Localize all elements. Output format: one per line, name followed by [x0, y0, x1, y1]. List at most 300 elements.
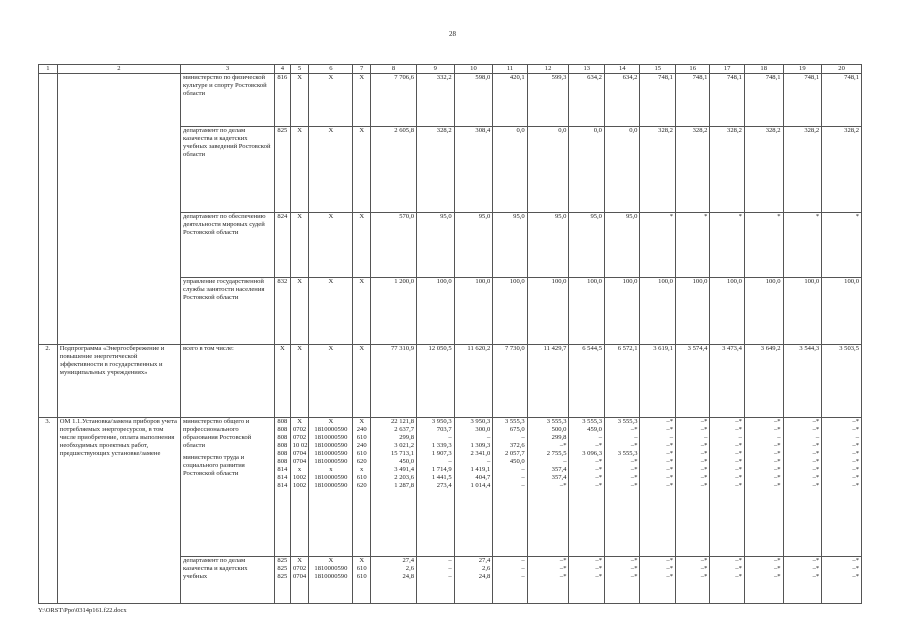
cell-rzpr: Х	[290, 74, 309, 127]
cell-line: –*	[852, 565, 859, 573]
header-cell: 12	[527, 65, 569, 74]
cell-line: –	[704, 434, 708, 442]
cell-line: –	[855, 434, 859, 442]
cell-line: –*	[700, 458, 708, 466]
cell-line: 1 287,8	[394, 482, 415, 490]
cell-year-value: 3 649,2	[744, 345, 783, 418]
cell-line: 3 021,2	[394, 442, 415, 450]
cell-line: –*	[773, 557, 781, 565]
cell-year-value: 634,2	[604, 74, 640, 127]
cell-line: 2 755,5	[546, 450, 567, 458]
cell-year-value: 95,0	[527, 213, 569, 278]
cell-line: –*	[595, 573, 602, 581]
cell-line: 0704	[292, 573, 307, 581]
executor-line: министерство труда и социального развития Ростовской области	[183, 454, 245, 478]
cell-line: –*	[852, 557, 859, 565]
header-cell: 16	[675, 65, 709, 74]
cell-year-value: 7 730,0	[493, 345, 527, 418]
cell-line: –*	[773, 418, 781, 426]
cell-vr	[353, 418, 371, 557]
cell-line: –*	[666, 557, 673, 565]
cell-line: 0702	[292, 434, 307, 442]
cell-year-value	[710, 557, 744, 604]
cell-year-value: 748,1	[744, 74, 783, 127]
cell-line: –*	[773, 482, 781, 490]
cell-line: 1 014,4	[470, 482, 491, 490]
cell-line: –*	[735, 565, 742, 573]
cell-year-value: 328,2	[822, 127, 862, 213]
cell-line: –*	[666, 482, 673, 490]
cell-line: –*	[630, 442, 638, 450]
cell-line: 357,4	[551, 474, 567, 482]
cell-line: 825	[277, 573, 288, 581]
cell-line: 1810000590	[314, 442, 348, 450]
cell-line: 1002	[292, 482, 307, 490]
cell-total: 2 605,8	[371, 127, 417, 213]
footer-file-path: Y:\ORST\Ppo\0314p161.f22.docx	[38, 607, 127, 614]
cell-line: х	[360, 466, 364, 474]
header-cell: 13	[569, 65, 605, 74]
header-row	[39, 65, 862, 74]
cell-line: 610	[356, 565, 367, 573]
header-cell: 19	[783, 65, 822, 74]
cell-line: –	[448, 573, 452, 581]
cell-year-value	[604, 557, 640, 604]
cell-line: 1810000590	[314, 482, 348, 490]
page-number: 28	[449, 30, 456, 38]
cell-line: –*	[735, 418, 742, 426]
cell-line: –*	[666, 573, 673, 581]
header-cell: 1	[39, 65, 58, 74]
cell-year-value: 3 503,5	[822, 345, 862, 418]
cell-line: 299,8	[399, 434, 415, 442]
header-cell: 10	[454, 65, 493, 74]
cell-line: –*	[700, 474, 708, 482]
cell-line: 372,6	[509, 442, 525, 450]
executor-line: министерство общего и профессионального образования Ростовской области	[183, 418, 252, 450]
cell-line: 2 637,7	[394, 426, 415, 434]
cell-line: –*	[773, 442, 781, 450]
cell-line: 610	[356, 474, 367, 482]
cell-line: –*	[852, 466, 859, 474]
cell-year-value: 100,0	[527, 278, 569, 345]
cell-line: 0704	[292, 450, 307, 458]
cell-year-value: 6 544,5	[569, 345, 605, 418]
cell-grbs: Х	[275, 345, 291, 418]
cell-year-value: *	[710, 213, 744, 278]
cell-line: –*	[735, 573, 742, 581]
cell-year-value	[783, 418, 822, 557]
cell-year-value: 12 050,5	[417, 345, 455, 418]
cell-year-value	[822, 418, 862, 557]
cell-line: –*	[852, 426, 859, 434]
cell-line: 3 491,4	[394, 466, 415, 474]
cell-line: –*	[812, 458, 820, 466]
cell-year-value	[675, 557, 709, 604]
cell-line: –*	[852, 458, 859, 466]
cell-line: 0702	[292, 565, 307, 573]
cell-line: х	[297, 466, 302, 474]
cell-line: –	[448, 565, 452, 573]
cell-line: –*	[559, 573, 567, 581]
header-cell: 11	[493, 65, 527, 74]
cell-line: –	[486, 434, 491, 442]
cell-line: –	[815, 434, 820, 442]
cell-line: 2 341,0	[470, 450, 491, 458]
cell-year-value	[417, 418, 455, 557]
cell-line: 825	[277, 557, 288, 565]
cell-year-value: 100,0	[493, 278, 527, 345]
header-cell: 20	[822, 65, 862, 74]
cell-csr: Х	[309, 127, 353, 213]
cell-line: 3 555,3	[504, 418, 525, 426]
cell-year-value: 100,0	[783, 278, 822, 345]
cell-year-value	[710, 418, 744, 557]
cell-line: 15 713,1	[390, 450, 415, 458]
cell-rzpr	[290, 557, 309, 604]
cell-vr: Х	[353, 74, 371, 127]
cell-line: –*	[630, 573, 638, 581]
cell-year-value: 328,2	[744, 127, 783, 213]
cell-year-value	[569, 418, 605, 557]
cell-year-value: 95,0	[604, 213, 640, 278]
cell-year-value: 3 574,4	[675, 345, 709, 418]
cell-line: 2 203,6	[394, 474, 415, 482]
cell-line: 1002	[292, 474, 307, 482]
cell-line: 300,0	[475, 426, 491, 434]
cell-line: Х	[359, 418, 365, 426]
cell-line: 814	[277, 466, 288, 474]
cell-line: 610	[356, 573, 367, 581]
cell-year-value: 748,1	[822, 74, 862, 127]
cell-rzpr: Х	[290, 213, 309, 278]
cell-line: –	[634, 434, 638, 442]
cell-line: 1810000590	[314, 426, 348, 434]
cell-line: 808	[277, 426, 288, 434]
cell-line: –*	[700, 565, 708, 573]
cell-number	[39, 74, 58, 345]
cell-line: –*	[852, 474, 859, 482]
cell-line: –*	[666, 466, 673, 474]
cell-year-value: 100,0	[569, 278, 605, 345]
cell-line: –*	[812, 418, 820, 426]
cell-line: 3 555,3	[582, 418, 602, 426]
cell-grbs: 824	[275, 213, 291, 278]
cell-line: –	[563, 458, 567, 466]
cell-line: 404,7	[475, 474, 491, 482]
cell-line: –*	[630, 458, 638, 466]
cell-total: 77 310,9	[371, 345, 417, 418]
cell-year-value: 0,0	[604, 127, 640, 213]
cell-year-value	[675, 418, 709, 557]
cell-year-value: *	[783, 213, 822, 278]
cell-line: –*	[700, 442, 708, 450]
cell-line: 825	[277, 565, 288, 573]
cell-year-value: 420,1	[493, 74, 527, 127]
cell-line: 3 555,3	[617, 418, 638, 426]
cell-line: 2,6	[482, 565, 491, 573]
cell-line: 450,0	[399, 458, 415, 466]
cell-line: –*	[595, 466, 602, 474]
cell-year-value: 100,0	[454, 278, 493, 345]
cell-line: –*	[630, 557, 638, 565]
cell-year-value: 100,0	[417, 278, 455, 345]
cell-year-value	[527, 557, 569, 604]
cell-grbs: 832	[275, 278, 291, 345]
cell-line: –	[777, 434, 781, 442]
cell-line: 3 950,3	[431, 418, 452, 426]
cell-line: Х	[328, 557, 334, 565]
cell-year-value: 95,0	[493, 213, 527, 278]
cell-year-value: 100,0	[604, 278, 640, 345]
cell-year-value: 3 544,3	[783, 345, 822, 418]
cell-line: 240	[356, 442, 367, 450]
cell-line: –*	[559, 565, 567, 573]
cell-grbs	[275, 557, 291, 604]
cell-executor: департамент по обеспечению деятельности мировых судей Ростовской области	[181, 213, 275, 278]
cell-year-value	[783, 557, 822, 604]
cell-year-value	[640, 418, 676, 557]
cell-line: 27,4	[402, 557, 415, 565]
cell-year-value: 599,3	[527, 74, 569, 127]
cell-year-value: 328,2	[417, 127, 455, 213]
table-row-subprogram	[39, 345, 862, 418]
cell-line: 2 057,7	[504, 450, 525, 458]
table-body	[39, 65, 862, 604]
cell-line: 808	[277, 458, 288, 466]
table-row-activity	[39, 418, 862, 557]
cell-line: 1 419,1	[470, 466, 491, 474]
cell-line: –*	[700, 418, 708, 426]
cell-name: Подпрограмма «Энергосбережение и повышение энергетической эффективности в государственных и муниципальных учреждениях»	[57, 345, 180, 418]
cell-line: –	[448, 434, 452, 442]
cell-line: 3 950,3	[470, 418, 491, 426]
cell-line: 1810000590	[314, 434, 348, 442]
cell-line: –*	[773, 458, 781, 466]
cell-line: –*	[735, 482, 742, 490]
cell-vr: Х	[353, 345, 371, 418]
cell-year-value	[493, 557, 527, 604]
cell-rzpr	[290, 418, 309, 557]
cell-line: Х	[297, 557, 302, 565]
cell-csr: Х	[309, 278, 353, 345]
cell-line: –*	[852, 450, 859, 458]
cell-line: –*	[559, 482, 567, 490]
cell-year-value: 748,1	[675, 74, 709, 127]
cell-line: 808	[277, 442, 288, 450]
header-cell: 15	[640, 65, 676, 74]
cell-line: 3 555,3	[546, 418, 567, 426]
cell-line: 610	[356, 450, 367, 458]
cell-line: Х	[359, 557, 365, 565]
cell-line: 1 441,5	[431, 474, 452, 482]
cell-year-value: *	[675, 213, 709, 278]
cell-line: х	[329, 466, 333, 474]
cell-line: –*	[630, 474, 638, 482]
cell-line: –*	[630, 466, 638, 474]
cell-line: –*	[735, 557, 742, 565]
cell-line: 357,4	[551, 466, 567, 474]
cell-line: –*	[812, 426, 820, 434]
cell-line: 814	[277, 474, 288, 482]
cell-grbs: 825	[275, 127, 291, 213]
cell-line: –	[448, 557, 452, 565]
cell-line: 1 309,3	[470, 442, 491, 450]
cell-line: –*	[735, 442, 742, 450]
table-row	[39, 74, 862, 127]
cell-year-value: 0,0	[493, 127, 527, 213]
cell-line: 1810000590	[314, 458, 348, 466]
cell-line: –*	[595, 565, 602, 573]
cell-vr: Х	[353, 278, 371, 345]
cell-line: –*	[700, 482, 708, 490]
cell-year-value: 100,0	[822, 278, 862, 345]
cell-year-value: 0,0	[569, 127, 605, 213]
cell-rzpr: Х	[290, 345, 309, 418]
cell-executor: департамент по делам казачества и кадетских учебных заведений Ростовской области	[181, 127, 275, 213]
cell-line: –*	[700, 557, 708, 565]
cell-line: –*	[666, 418, 673, 426]
cell-line: –*	[595, 557, 602, 565]
header-cell: 3	[181, 65, 275, 74]
cell-line: –*	[812, 450, 820, 458]
cell-line: 459,0	[587, 426, 602, 434]
cell-line: –	[521, 434, 525, 442]
cell-year-value: 11 429,7	[527, 345, 569, 418]
cell-year-value	[569, 557, 605, 604]
cell-line: –*	[595, 474, 602, 482]
cell-line: –	[521, 565, 525, 573]
cell-year-value	[454, 557, 493, 604]
cell-year-value: 308,4	[454, 127, 493, 213]
cell-year-value: 6 572,1	[604, 345, 640, 418]
cell-year-value: 95,0	[454, 213, 493, 278]
cell-total	[371, 418, 417, 557]
cell-year-value	[744, 418, 783, 557]
cell-line: –	[521, 482, 525, 490]
cell-line: 10 02	[292, 442, 308, 450]
cell-line: 1810000590	[314, 450, 348, 458]
cell-line: –*	[595, 442, 602, 450]
cell-line: –	[521, 573, 525, 581]
cell-line: –*	[700, 450, 708, 458]
cell-year-value: 11 620,2	[454, 345, 493, 418]
cell-line: –*	[852, 482, 859, 490]
cell-line: –*	[666, 450, 673, 458]
cell-total	[371, 557, 417, 604]
cell-line: –	[598, 434, 602, 442]
cell-line: –*	[666, 474, 673, 482]
cell-line: –*	[773, 573, 781, 581]
cell-line: –*	[735, 458, 742, 466]
header-cell: 14	[604, 65, 640, 74]
cell-line: –*	[812, 474, 820, 482]
cell-total: 1 200,0	[371, 278, 417, 345]
cell-line: –*	[812, 442, 820, 450]
cell-grbs	[275, 418, 291, 557]
cell-executor	[181, 418, 275, 557]
cell-line: –*	[630, 565, 638, 573]
cell-year-value	[454, 418, 493, 557]
cell-line: –*	[735, 450, 742, 458]
cell-line: –	[669, 434, 673, 442]
cell-line: 0704	[292, 458, 307, 466]
cell-name	[57, 74, 180, 345]
cell-line: –*	[812, 565, 820, 573]
cell-line: 703,7	[436, 426, 452, 434]
cell-year-value: 598,0	[454, 74, 493, 127]
cell-total: 570,0	[371, 213, 417, 278]
cell-line: 240	[356, 426, 367, 434]
cell-line: 1810000590	[314, 573, 348, 581]
cell-year-value	[493, 418, 527, 557]
cell-line: –*	[852, 442, 859, 450]
cell-line: 1 339,3	[431, 442, 452, 450]
cell-line: –*	[735, 474, 742, 482]
cell-year-value: 3 473,4	[710, 345, 744, 418]
cell-line: –	[486, 458, 491, 466]
cell-line: 808	[277, 450, 288, 458]
cell-line: 1 907,3	[431, 450, 452, 458]
cell-vr	[353, 557, 371, 604]
cell-line: 814	[277, 482, 288, 490]
cell-line: –	[521, 466, 525, 474]
cell-line: 22 121,8	[390, 418, 415, 426]
cell-total: 7 706,6	[371, 74, 417, 127]
header-cell: 18	[744, 65, 783, 74]
cell-grbs: 816	[275, 74, 291, 127]
cell-csr	[309, 557, 353, 604]
cell-year-value: 3 619,1	[640, 345, 676, 418]
cell-executor: департамент по делам казачества и кадетских учебных	[181, 557, 275, 604]
cell-line: –	[448, 458, 452, 466]
cell-year-value: *	[744, 213, 783, 278]
cell-line: –*	[559, 557, 567, 565]
budget-table	[38, 64, 862, 604]
cell-csr	[309, 418, 353, 557]
cell-line: –	[521, 474, 525, 482]
cell-line: –*	[773, 466, 781, 474]
cell-year-value: 748,1	[783, 74, 822, 127]
cell-line: –*	[773, 426, 781, 434]
cell-line: –*	[852, 573, 859, 581]
cell-year-value	[822, 557, 862, 604]
cell-year-value: 328,2	[640, 127, 676, 213]
cell-line: 1810000590	[314, 474, 348, 482]
cell-line: –*	[700, 573, 708, 581]
cell-year-value: 0,0	[527, 127, 569, 213]
cell-line: 273,4	[436, 482, 452, 490]
cell-line: 24,8	[402, 573, 415, 581]
cell-line: Х	[328, 418, 334, 426]
cell-rzpr: Х	[290, 127, 309, 213]
cell-year-value: 748,1	[640, 74, 676, 127]
cell-line: 620	[356, 458, 367, 466]
cell-line: –*	[666, 426, 673, 434]
header-cell: 4	[275, 65, 291, 74]
cell-line: –	[521, 557, 525, 565]
cell-line: 610	[356, 434, 367, 442]
header-cell: 9	[417, 65, 455, 74]
cell-line: –*	[812, 482, 820, 490]
cell-line: Х	[297, 418, 302, 426]
cell-year-value: 748,1	[710, 74, 744, 127]
cell-year-value: 328,2	[710, 127, 744, 213]
cell-year-value: 328,2	[783, 127, 822, 213]
cell-year-value: *	[640, 213, 676, 278]
cell-line: –*	[735, 426, 742, 434]
cell-line: –*	[595, 482, 602, 490]
